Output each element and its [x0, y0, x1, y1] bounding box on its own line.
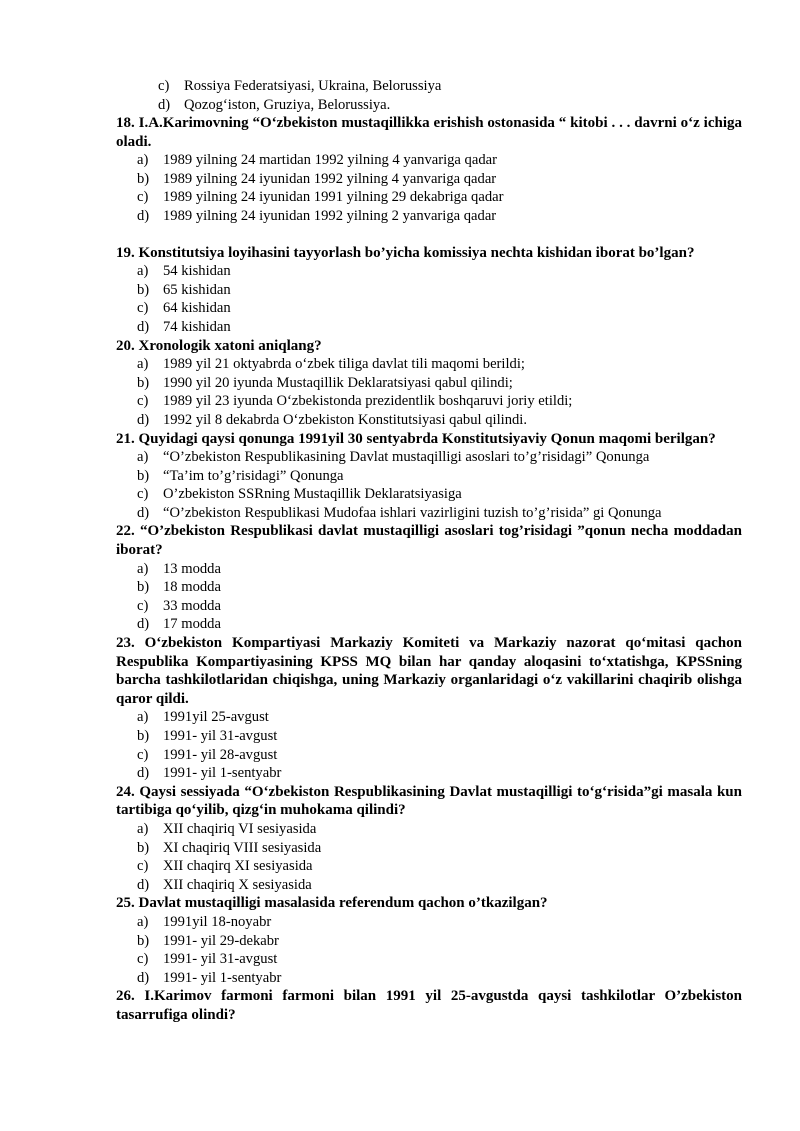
option-item	[137, 262, 742, 281]
option-text: “O’zbekiston Respublikasining Davlat mustaqilligi asoslari to’g’risidagi” Qonunga	[163, 449, 650, 466]
option-item	[137, 727, 742, 746]
option-label: a)	[137, 709, 149, 726]
option-text: XI chaqiriq VIII sesiyasida	[163, 839, 322, 856]
option-text: 1991yil 18-noyabr	[163, 913, 272, 930]
option-item	[137, 839, 742, 858]
question-22: 22. “O’zbekiston Respublikasi davlat mustaqilligi asoslari tog’risidagi ”qonun necha moddadan iborat?	[116, 523, 742, 559]
question-20: 20. Xronologik xatoni aniqlang?	[116, 337, 322, 354]
option-label: b)	[137, 839, 150, 856]
question-19-options	[116, 262, 742, 336]
option-text: 64 kishidan	[163, 300, 231, 317]
option-item	[137, 448, 742, 467]
option-item	[158, 77, 441, 96]
option-text: “Ta’im to’g’risidagi” Qonunga	[163, 467, 344, 484]
option-label: b)	[137, 932, 150, 949]
option-text: 1989 yil 21 oktyabrda o‘zbek tiliga davlat tili maqomi berildi;	[163, 356, 525, 373]
question-24: 24. Qaysi sessiyada “O‘zbekiston Respublikasining Davlat mustaqilligi to‘g‘risida”gi masala kun tartibiga qo‘yilib, qizg‘in muhokama qilindi?	[116, 783, 742, 819]
option-item	[137, 615, 742, 634]
question-26: 26. I.Karimov farmoni farmoni bilan 1991 yil 25-avgustda qaysi tashkilotlar O’zbekiston tasarrufiga olindi?	[116, 988, 742, 1023]
option-label: c)	[137, 746, 149, 763]
option-item	[137, 318, 742, 337]
question-18-options	[116, 151, 742, 225]
option-item	[137, 299, 742, 318]
question-20-options	[116, 355, 742, 429]
option-text: 1989 yilning 24 iyunidan 1992 yilning 2 yanvariga qadar	[163, 207, 497, 224]
option-label: a)	[137, 152, 149, 169]
option-label: b)	[137, 467, 150, 484]
option-item	[137, 560, 742, 579]
question-25: 25. Davlat mustaqilligi masalasida referendum qachon o’tkazilgan?	[116, 895, 548, 912]
option-label: d)	[137, 876, 150, 893]
question-18: 18. I.A.Karimovning “O‘zbekiston mustaqillikka erishish ostonasida “ kitobi . . . davrni o‘z ichiga oladi.	[116, 115, 742, 150]
option-item	[137, 857, 742, 876]
option-item	[137, 188, 742, 207]
option-text: 65 kishidan	[163, 281, 231, 298]
option-item	[137, 485, 742, 504]
question-25-options	[116, 913, 742, 987]
option-item	[137, 764, 742, 783]
option-label: a)	[137, 913, 149, 930]
option-label: d)	[158, 96, 171, 113]
continued-options-list	[137, 77, 441, 114]
option-item	[137, 207, 742, 226]
option-item	[137, 170, 742, 189]
option-label: c)	[137, 486, 149, 503]
option-text: 1991- yil 28-avgust	[163, 746, 278, 763]
option-label: a)	[137, 560, 149, 577]
option-item	[137, 392, 742, 411]
question-21-options	[116, 448, 742, 522]
option-item	[137, 281, 742, 300]
option-text: O’zbekiston SSRning Mustaqillik Deklaratsiyasiga	[163, 486, 462, 503]
option-label: b)	[137, 579, 150, 596]
option-item	[137, 913, 742, 932]
questions-container	[116, 114, 742, 1025]
option-label: d)	[137, 318, 150, 335]
option-item	[158, 96, 441, 115]
option-text: 1989 yil 23 iyunda O‘zbekistonda prezidentlik boshqaruvi joriy etildi;	[163, 393, 573, 410]
option-text: XII chaqirq XI sesiyasida	[163, 858, 313, 875]
option-text: 1991- yil 31-avgust	[163, 728, 278, 744]
option-label: d)	[137, 616, 150, 633]
option-item	[137, 411, 742, 430]
option-text: 33 modda	[163, 597, 221, 614]
option-label: c)	[137, 597, 149, 614]
option-label: c)	[137, 189, 149, 206]
option-label: b)	[137, 281, 150, 298]
option-label: b)	[137, 170, 150, 187]
option-text: 1991- yil 29-dekabr	[163, 932, 279, 949]
option-text: “O’zbekiston Respublikasi Mudofaa ishlari vazirligini tuzish to’g’risida” gi Qonunga	[163, 504, 662, 521]
question-24-options	[116, 820, 742, 894]
option-label: b)	[137, 374, 150, 391]
option-text: 54 kishidan	[163, 263, 231, 280]
question-21: 21. Quyidagi qaysi qonunga 1991yil 30 sentyabrda Konstitutsiyaviy Qonun maqomi berilgan?	[116, 430, 716, 447]
option-text: 1991- yil 1-sentyabr	[163, 969, 282, 986]
option-text: XII chaqiriq VI sesiyasida	[163, 820, 317, 837]
option-text: 1991yil 25-avgust	[163, 709, 269, 726]
option-text: Rossiya Federatsiyasi, Ukraina, Belorussiya	[184, 78, 442, 94]
option-text: 1989 yilning 24 iyunidan 1991 yilning 29 dekabriga qadar	[163, 189, 504, 206]
option-text: 17 modda	[163, 616, 221, 633]
option-label: b)	[137, 728, 150, 744]
option-item	[137, 950, 742, 969]
option-item	[137, 504, 742, 523]
question-19: 19. Konstitutsiya loyihasini tayyorlash bo’yicha komissiya nechta kishidan iborat bo’lgan?	[116, 244, 695, 261]
option-item	[137, 467, 742, 486]
option-label: a)	[137, 820, 149, 837]
option-label: c)	[137, 951, 149, 968]
option-label: a)	[137, 263, 149, 280]
option-item	[137, 355, 742, 374]
option-item	[137, 969, 742, 988]
option-item	[137, 932, 742, 951]
option-item	[137, 876, 742, 895]
option-label: c)	[137, 858, 149, 875]
question-23: 23. O‘zbekiston Kompartiyasi Markaziy Komiteti va Markaziy nazorat qo‘mitasi qachon Respublika Kompartiyasining KPSS MQ bilan har qanday aloqasini to‘xtatishga, KPSSning barcha tashkilotlaridan chiqishga, uning Markaziy organlaridagi o‘z vakillarini chaqirib olishga qaror qildi.	[116, 635, 742, 707]
question-22-options	[116, 560, 742, 634]
option-item	[137, 374, 742, 393]
option-text: Qozog‘iston, Gruziya, Belorussiya.	[184, 96, 391, 113]
option-item	[137, 151, 742, 170]
option-label: a)	[137, 449, 149, 466]
option-label: c)	[137, 300, 149, 317]
option-label: d)	[137, 969, 150, 986]
option-label: a)	[137, 356, 149, 373]
option-text: XII chaqiriq X sesiyasida	[163, 876, 312, 893]
option-item	[137, 597, 742, 616]
option-label: c)	[137, 393, 149, 410]
option-item	[137, 578, 742, 597]
option-text: 74 kishidan	[163, 318, 231, 335]
option-text: 18 modda	[163, 579, 221, 596]
option-text: 1990 yil 20 iyunda Mustaqillik Deklaratsiyasi qabul qilindi;	[163, 374, 513, 391]
option-item	[137, 708, 742, 727]
question-23-options	[116, 708, 742, 782]
option-item	[137, 820, 742, 839]
option-text: 1991- yil 31-avgust	[163, 951, 278, 968]
option-label: c)	[158, 78, 170, 94]
option-label: d)	[137, 207, 150, 224]
option-label: d)	[137, 504, 150, 521]
option-label: d)	[137, 765, 150, 782]
option-text: 1992 yil 8 dekabrda O‘zbekiston Konstitutsiyasi qabul qilindi.	[163, 411, 527, 428]
option-text: 13 modda	[163, 560, 221, 577]
option-label: d)	[137, 411, 150, 428]
option-text: 1989 yilning 24 iyunidan 1992 yilning 4 yanvariga qadar	[163, 170, 497, 187]
option-text: 1989 yilning 24 martidan 1992 yilning 4 yanvariga qadar	[163, 152, 497, 169]
option-item	[137, 746, 742, 765]
option-text: 1991- yil 1-sentyabr	[163, 765, 282, 782]
